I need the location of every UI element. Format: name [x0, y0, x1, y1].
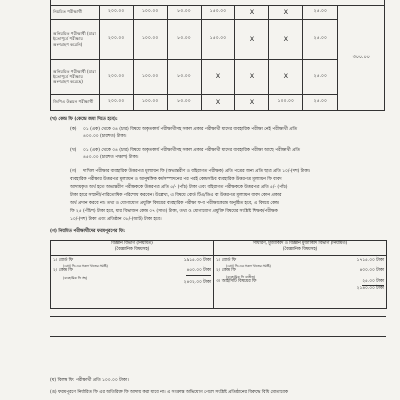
fee-amount: ১৭১৫.০০ টাকা	[356, 258, 384, 263]
fee-amount: ১৯১৫.০০ টাকা	[183, 258, 211, 263]
table-cell: ১০০.০০	[133, 5, 167, 19]
table-cell: X	[269, 59, 303, 94]
fee-amount: ২৫.০০ টাকা	[362, 279, 384, 286]
table-cell: ১০০.০০	[269, 94, 303, 110]
item-text: অর্থ প্রদান করবে না। তথ্য ও যোগাযোগ প্রযুক্তি বিষয়ের ব্যবহারিক পরীক্ষা ফ-ব পরীক্ষাকেন্দ্রে অনুষ্ঠিত হবে, এ বিষয়ে কেন্দ্র	[70, 201, 279, 206]
item-label: (গ)	[70, 169, 77, 174]
center-fee-title: (খ) কেন্দ্র ফি (কেন্দ্রে জমা দিতে হবে):	[50, 117, 118, 122]
fee-note: (ব্যবহারিক ফি ব্যতীত)	[226, 274, 256, 279]
late-fee-line: (ঘ) বিলম্ব ফি: পরীক্ষার্থী প্রতি ১০০.০০ টাকা।	[50, 378, 129, 383]
table-cell: X	[235, 59, 269, 94]
item-text: ফি ২৫ (পঁচিশ) টাকা হবে, যার বিভাজন কেন্দ্র ০৭ (সাত) টাকা, তথ্য ও যোগাযোগ প্রযুক্তি বিষয়ের সংশ্লিষ্ট শিক্ষক/পরীক্ষক	[70, 209, 278, 214]
left-title: বিজ্ঞান বিভাগ (নিয়মিত)	[111, 241, 153, 246]
table-cell: ৮০.০০	[167, 19, 201, 59]
fee-line	[53, 268, 211, 275]
item-text: ০১ (এক) থেকে ০৪ (চার) বিষয়ে অকৃতকার্য পরীক্ষার্থীসহ সকল প্রকার পরীক্ষার্থী যাদের ব্যবহারিক পরীক্ষা নেই পরীক্ষার্থী প্রতি	[83, 127, 298, 132]
summary-right	[214, 241, 387, 256]
fee-label: ১। বোর্ড ফি	[53, 258, 73, 263]
row-category: নিয়মিত পরীক্ষার্থী	[51, 5, 100, 19]
table-cell: ১৫০.০০	[201, 19, 235, 59]
table-cell: X	[201, 59, 235, 94]
fee-label: ২। কেন্দ্র ফি	[53, 268, 73, 274]
table-cell: ৮০.০০	[167, 94, 201, 110]
fee-note: (বোর্ড ফি-এর সকল খাতের সমষ্টি)	[63, 264, 108, 269]
item-text: টাকা হারে সম্মানী/পারিতোষিক পরিশোধ করবেন। উল্লেখ্য, এ বিষয়ে বোর্ড টিএ/ডিএ বা উত্তরপত্র মূল্যায়ন বাবদ কোন প্রকার	[70, 193, 282, 198]
item-text: ৪৫০.০০ (চারশত পঞ্চাশ) টাকা।	[83, 155, 139, 160]
right-title: সাধারণ, মুজাব্বিদ ও বিজ্ঞান মুজাব্বিদ বিভাগ (নিয়মিত)	[252, 241, 348, 246]
item-text: ব্যবহারিক পরীক্ষার উত্তরপত্র মূল্যায়ন ও আনুষঙ্গিক কর্মসম্পাদনের পর পরই কেন্দ্রসচিব ব্যবহারিক উত্তরপত্র মূল্যায়ন ফি বাবদ	[70, 177, 282, 182]
table-row	[51, 5, 385, 19]
fee-line	[216, 286, 384, 292]
table-cell: X	[269, 19, 303, 59]
table-cell: ২৫.০০	[303, 19, 338, 59]
divider	[50, 316, 386, 317]
fee-note: (বোর্ড ফি-এর সকল খাতের সমষ্টি)	[226, 264, 271, 269]
row-category: অনিয়মিত পরীক্ষার্থী (যারা ইতোপূর্বে পরীক্ষায় অংশগ্রহণ করেছে)	[51, 59, 100, 94]
table-row	[51, 256, 387, 309]
table-cell: ২৫.০০	[303, 59, 338, 94]
table-cell: ২০০.০০	[99, 94, 133, 110]
fee-note: (ব্যবহারিক ফি সহ)	[63, 275, 88, 280]
table-cell: ২০০.০০	[99, 59, 133, 94]
table-cell: ১৫০.০০	[201, 5, 235, 19]
fee-amount: ৪০০.০০ টাকা	[359, 268, 384, 274]
table-row	[51, 241, 387, 256]
fee-label: ৩। আইসিটি বিষয়ের ফি	[216, 278, 257, 284]
table-cell: ৮০.০০	[167, 59, 201, 94]
table-cell: ২০০.০০	[99, 19, 133, 59]
fee-total: ২৪০২.০০ টাকা	[183, 279, 211, 285]
table-cell: ১০০.০০	[133, 59, 167, 94]
summary-left	[51, 241, 214, 256]
total-fee: ৩০০.০০	[338, 5, 385, 110]
table-row	[51, 59, 385, 94]
table-cell: ২৫.০০	[303, 5, 338, 19]
summary-table	[50, 240, 387, 309]
item-label: (খ)	[70, 148, 77, 153]
table-row	[51, 94, 385, 110]
table-cell: ১০০.০০	[133, 19, 167, 59]
table-cell: ৮০.০০	[167, 5, 201, 19]
table-cell: X	[269, 5, 303, 19]
item-text: আদায়কৃত অর্থ হতে অভ্যন্তরীণ পরীক্ষককে উত্তরপত্র প্রতি ৫/- (পাঁচ) টাকা এবং বহিরাগত পরীক্ষককে উত্তরপত্র প্রতি ৫/- (পাঁচ)	[70, 185, 288, 190]
table-cell: X	[235, 94, 269, 110]
left-subtitle: (বৈজ্ঞানিক বিষয়সহ)	[114, 247, 150, 252]
summary-right-body	[214, 256, 387, 309]
summary-title: (গ) নিয়মিত পরীক্ষার্থীদের ফরমপূরণের ফি:	[50, 229, 126, 234]
table-cell: X	[235, 19, 269, 59]
item-label: (ক)	[70, 127, 77, 132]
fee-line	[53, 280, 211, 286]
table-cell: X	[235, 5, 269, 19]
extra-fee-line: (ঙ) ফরমপূরণে নির্ধারিত ফি এর অতিরিক্ত ফি আদায় করা যাবে না। এ সংক্রান্ত অভিযোগ পেলে সংশ্লিষ্ট প্রতিষ্ঠানের বিরুদ্ধে বিধি মোতাবেক	[50, 390, 288, 395]
table-row	[51, 19, 385, 59]
table-cell: ১০০.০০	[133, 94, 167, 110]
right-subtitle: (বৈজ্ঞানিক বিষয়সহ)	[282, 247, 318, 252]
fee-table	[50, 0, 385, 111]
fee-amount: ৪৫০.০০ টাকা	[186, 268, 211, 275]
table-cell: X	[201, 94, 235, 110]
table-cell: ২৫.০০	[303, 94, 338, 110]
item-text: দাখিল পরীক্ষার ব্যবহারিক উত্তরপত্র মূল্যায়ন ফি (অভ্যন্তরীণ ও বহিরাগত পরীক্ষক) প্রতি পত্রের জন্য প্রতি ছাত্র প্রতি ১০/-(দশ) টাকা।	[83, 169, 311, 174]
item-text: ১০/-(দশ) টাকা এবং প্রতিষ্ঠান ০৮/-(আট) টাকা হবে।	[70, 217, 162, 222]
item-text: ৪০০.০০ (চারশত) টাকা।	[83, 134, 127, 139]
fee-label: ২। কেন্দ্র ফি	[216, 268, 236, 274]
summary-left-body	[51, 256, 214, 309]
fee-total: ২১৪০.০০ টাকা	[356, 286, 384, 292]
item-text: ০১ (এক) থেকে ০৪ (চার) বিষয়ে অকৃতকার্য পরীক্ষার্থীসহ সকল প্রকার পরীক্ষার্থী যাদের ব্যবহারিক পরীক্ষা আছে পরীক্ষার্থী প্রতি	[83, 148, 300, 153]
fee-label: ১। বোর্ড ফি	[216, 258, 236, 263]
divider	[50, 336, 386, 337]
table-cell: ২০০.০০	[99, 5, 133, 19]
row-category: অনিয়মিত পরীক্ষার্থী (যারা ইতোপূর্বে পরীক্ষায় অংশগ্রহণ করেনি)	[51, 19, 100, 59]
row-category: জিপিএ উন্নয়ন পরীক্ষার্থী	[51, 94, 100, 110]
